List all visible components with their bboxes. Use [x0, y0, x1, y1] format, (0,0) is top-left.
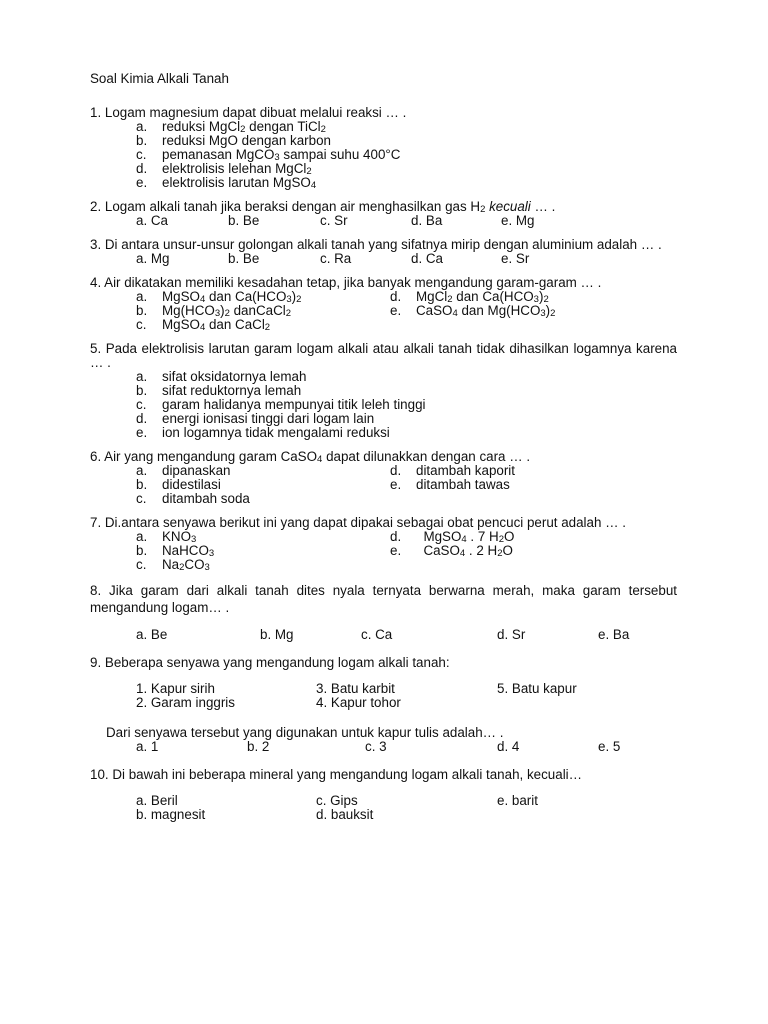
- options-row: [136, 628, 677, 642]
- question-9: [90, 656, 677, 754]
- question-stem: 9. Beberapa senyawa yang mengandung logam alkali tanah:: [90, 655, 450, 670]
- option-b: b. sifat reduktornya lemah: [136, 383, 302, 398]
- items-row: [136, 696, 677, 710]
- option-e: e. CaSO$_4$ dan $Mg(HCO_3)_2$: [390, 303, 556, 319]
- question-2: [90, 200, 677, 228]
- items-row: [136, 682, 677, 696]
- items-row: [136, 794, 677, 808]
- question-stem: 8. Jika garam dari alkali tanah dites nyala ternyata berwarna merah, maka garam tersebut mengandung logam… .: [90, 583, 677, 615]
- sub-question-stem: Dari senyawa tersebut yang digunakan untuk kapur tulis adalah… .: [106, 725, 504, 740]
- option-a: a. MgSO$_4$ dan $Ca(HCO_3)_2$: [136, 289, 302, 305]
- question-10: [90, 768, 677, 822]
- option-e: e. 5: [598, 739, 621, 754]
- option-d: d. 4: [497, 739, 520, 754]
- list-item: e. barit: [497, 793, 538, 808]
- question-stem: 5. Pada elektrolisis larutan garam logam alkali atau alkali tanah tidak dihasilkan logamnya karena … .: [90, 341, 677, 370]
- option-d: d. MgSO$_4$ . 7 $H_2O$: [390, 529, 515, 545]
- option-e: e. elektrolisis larutan MgSO$_4$: [136, 175, 317, 191]
- option-b: b. $Mg(HCO_3)_2$ danCaCl$_2$: [136, 303, 292, 319]
- question-6: [90, 450, 677, 506]
- option-d: d. MgCl$_2$ dan $Ca(HCO_3)_2$: [390, 289, 549, 305]
- list-item: a. Beril: [136, 793, 178, 808]
- list-item: 1. Kapur sirih: [136, 681, 215, 696]
- option-a: a. reduksi MgCl$_2$ dengan TiCl$_2$: [136, 119, 326, 135]
- question-stem: 6. Air yang mengandung garam CaSO$_4$ dapat dilunakkan dengan cara … .: [90, 449, 531, 465]
- option-e: e. Ba: [598, 627, 630, 642]
- option-c: c. Ra: [320, 251, 352, 266]
- question-3: [90, 238, 677, 266]
- page-title: Soal Kimia Alkali Tanah: [90, 71, 229, 86]
- option-e: e. ion logamnya tidak mengalami reduksi: [136, 425, 390, 440]
- option-c: c. 3: [365, 739, 387, 754]
- option-d: d. Ba: [411, 213, 443, 228]
- question-8: [90, 582, 677, 642]
- option-b: b. NaHCO$_3$: [136, 543, 215, 559]
- option-b: b. 2: [247, 739, 270, 754]
- options-grid: [90, 290, 677, 332]
- option-d: d. Ca: [411, 251, 444, 266]
- question-1: [90, 106, 677, 190]
- option-c: c. pemanasan MgCO$_3$ sampai suhu 400°C: [136, 147, 401, 163]
- options-row: [136, 214, 677, 228]
- list-item: 2. Garam inggris: [136, 695, 235, 710]
- question-stem: 1. Logam magnesium dapat dibuat melalui reaksi … .: [90, 105, 407, 120]
- question-7: [90, 516, 677, 572]
- option-e: e. Sr: [501, 251, 530, 266]
- option-a: a. Mg: [136, 251, 170, 266]
- question-stem: 10. Di bawah ini beberapa mineral yang mengandung logam alkali tanah, kecuali…: [90, 767, 583, 782]
- option-a: a. Ca: [136, 213, 169, 228]
- list-item: 5. Batu kapur: [497, 681, 577, 696]
- option-c: c. Sr: [320, 213, 348, 228]
- option-d: d. elektrolisis lelehan MgCl$_2$: [136, 161, 312, 177]
- option-a: a. $KNO_3$: [136, 529, 197, 545]
- option-c: c. $Na_2CO_3$: [136, 557, 210, 573]
- option-a: a. sifat oksidatornya lemah: [136, 369, 307, 384]
- option-b: b. Be: [228, 213, 260, 228]
- option-a: a. Be: [136, 627, 168, 642]
- option-d: d. energi ionisasi tinggi dari logam lain: [136, 411, 375, 426]
- option-e: e. Mg: [501, 213, 535, 228]
- option-c: c. ditambah soda: [136, 491, 250, 506]
- items-row: [136, 808, 677, 822]
- question-stem: 2. Logam alkali tanah jika beraksi dengan air menghasilkan gas $H_2$ kecuali … .: [90, 199, 556, 215]
- list-item: b. magnesit: [136, 807, 206, 822]
- question-5: [90, 342, 677, 440]
- option-c: c. Ca: [361, 627, 393, 642]
- option-a: a. 1: [136, 739, 159, 754]
- list-item: 4. Kapur tohor: [316, 695, 401, 710]
- option-c: c. garam halidanya mempunyai titik leleh tinggi: [136, 397, 426, 412]
- list-item: 3. Batu karbit: [316, 681, 395, 696]
- document: [90, 72, 677, 832]
- option-d: d. Sr: [497, 627, 526, 642]
- option-e: e. CaSO$_4$ . 2 $H_2O$: [390, 543, 513, 559]
- option-b: b. reduksi MgO dengan karbon: [136, 133, 331, 148]
- list-item: c. Gips: [316, 793, 358, 808]
- option-c: c. MgSO$_4$ dan CaCl$_2$: [136, 317, 271, 333]
- question-4: [90, 276, 677, 332]
- option-e: e. ditambah tawas: [390, 477, 510, 492]
- question-stem: 4. Air dikatakan memiliki kesadahan tetap, jika banyak mengandung garam-garam … .: [90, 275, 602, 290]
- option-a: a. dipanaskan: [136, 463, 231, 478]
- options-grid: [90, 464, 677, 506]
- option-d: d. ditambah kaporit: [390, 463, 515, 478]
- question-stem: 3. Di antara unsur-unsur golongan alkali tanah yang sifatnya mirip dengan aluminium adalah … .: [90, 237, 662, 252]
- options-grid: [90, 530, 677, 572]
- list-item: d. bauksit: [316, 807, 374, 822]
- option-b: b. Mg: [260, 627, 294, 642]
- option-b: b. Be: [228, 251, 260, 266]
- question-stem: 7. Di.antara senyawa berikut ini yang dapat dipakai sebagai obat pencuci perut adalah … .: [90, 515, 626, 530]
- options-row: [136, 740, 677, 754]
- option-b: b. didestilasi: [136, 477, 221, 492]
- options-row: [136, 252, 677, 266]
